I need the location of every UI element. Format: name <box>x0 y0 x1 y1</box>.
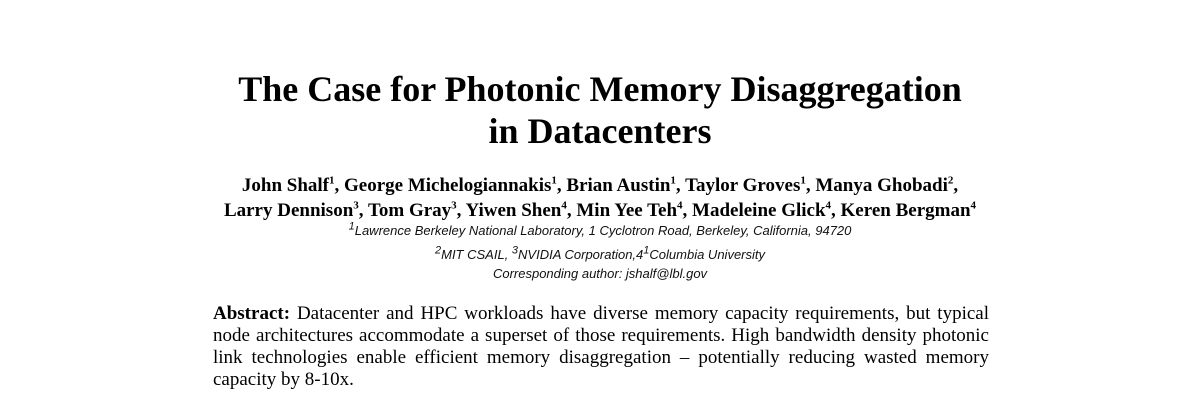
abstract <box>213 303 989 391</box>
author-affiliation-mark: 1 <box>551 174 557 187</box>
author-affiliation-mark: 4 <box>677 199 683 212</box>
author-name: Madeleine Glick <box>692 200 826 221</box>
corresponding-author: Corresponding author: jshalf@lbl.gov <box>492 266 708 281</box>
author-name: Brian Austin <box>566 175 671 196</box>
author-affiliation-mark: 4 <box>561 199 567 212</box>
author-name: John Shalf <box>241 175 329 196</box>
author-affiliation-mark: 4 <box>825 199 832 212</box>
affiliation-text: Lawrence Berkeley National Laboratory, 1 Cyclotron Road, Berkeley, California, 94720 <box>354 223 852 238</box>
author-name: Larry Dennison <box>223 200 354 221</box>
affiliation-mark: 1 <box>348 220 355 233</box>
affiliation-text: Columbia University <box>649 247 765 262</box>
abstract-text: Datacenter and HPC workloads have diverse memory capacity requirements, but typical node architectures accommodate a superset of those requirements. High bandwidth density photonic link technologies enable efficient memory disaggregation – potentially reducing wasted memory capacity by 8-10x. <box>213 303 990 390</box>
title-line-2: in Datacenters <box>488 111 712 151</box>
affiliation-mark: 2 <box>434 244 442 257</box>
author-affiliation-mark: 1 <box>329 174 335 187</box>
affiliation-mark: 3 <box>511 244 519 257</box>
author-name: George Michelogiannakis <box>344 175 552 196</box>
affiliation-2 <box>0 246 1200 264</box>
author-list <box>0 173 1200 223</box>
author-line-1: John Shalf$^1$, George Michelogiannakis$^1$, Brian Austin$^1$, Taylor Groves$^1$, Manya Ghobadi$^2$, <box>241 174 959 196</box>
author-name: Manya Ghobadi <box>815 175 948 196</box>
affiliation-text: MIT CSAIL, <box>441 247 512 262</box>
author-name: Taylor Groves <box>685 175 801 196</box>
author-affiliation-mark: 4 <box>970 199 977 212</box>
author-affiliation-mark: 1 <box>670 174 676 187</box>
author-name: Keren Bergman <box>840 200 971 221</box>
affiliation-text: NVIDIA Corporation,4 <box>518 247 644 262</box>
abstract-label: Abstract: <box>213 303 291 324</box>
author-name: Min Yee Teh <box>576 200 678 221</box>
author-affiliation-mark: 2 <box>947 174 954 187</box>
title-line-1: The Case for Photonic Memory Disaggregation <box>238 69 962 109</box>
author-affiliation-mark: 3 <box>353 199 359 212</box>
author-affiliation-mark: 1 <box>800 174 806 187</box>
paper-title <box>0 68 1200 152</box>
author-name: Tom Gray <box>367 200 452 221</box>
author-line-2: Larry Dennison$^3$, Tom Gray$^3$, Yiwen Shen$^4$, Min Yee Teh$^4$, Madeleine Glick$^4$, Keren Bergman$^4$ <box>223 199 977 221</box>
author-name: Yiwen Shen <box>465 200 562 221</box>
affiliation-1 <box>0 222 1200 240</box>
affiliation-mark: 1 <box>643 244 650 257</box>
author-affiliation-mark: 3 <box>451 199 457 212</box>
